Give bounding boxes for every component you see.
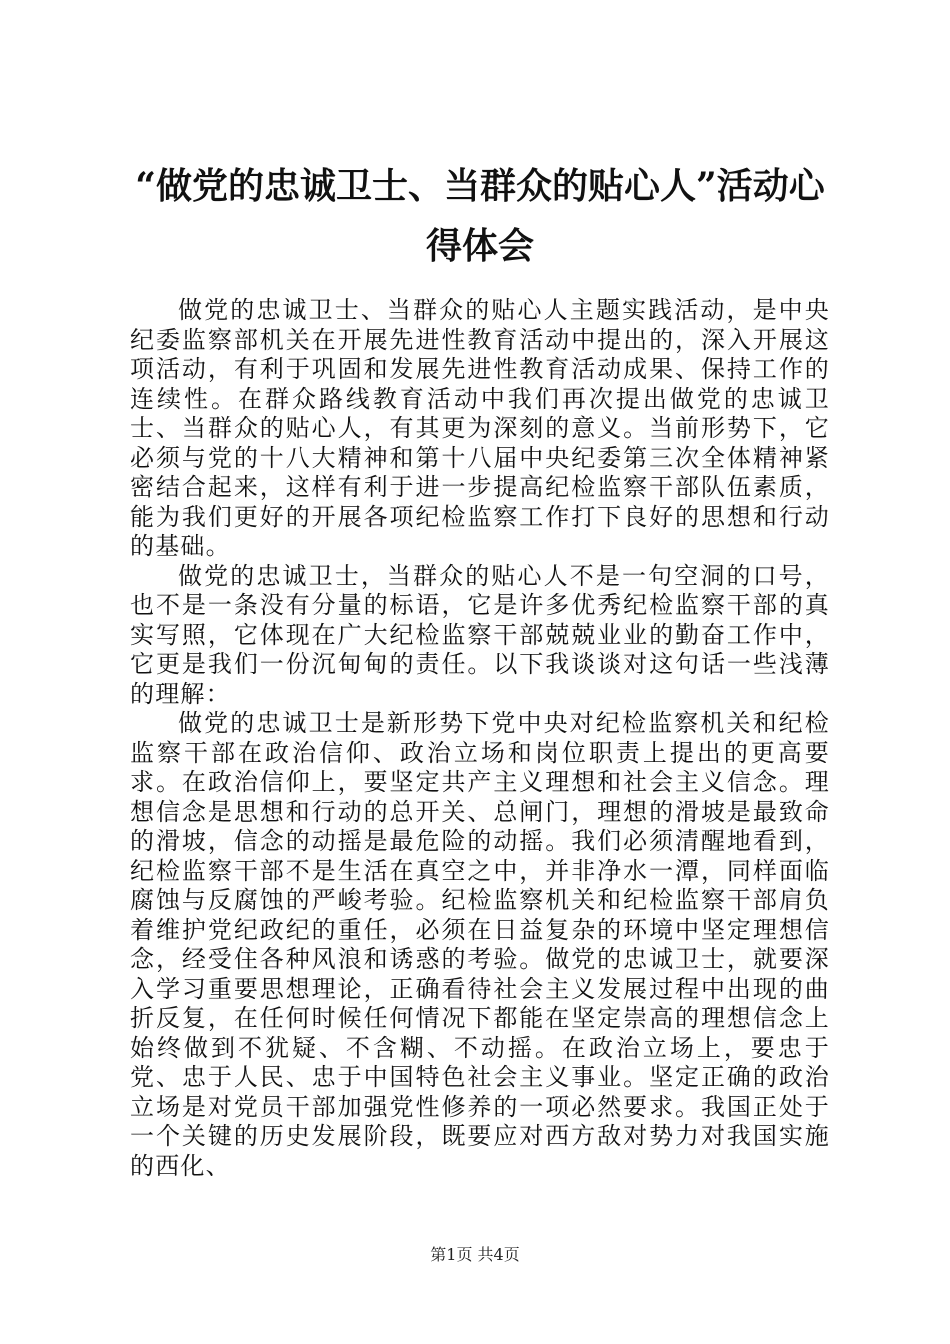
page-footer: 第1页 共4页 <box>430 1245 520 1264</box>
paragraph-2: 做党的忠诚卫士，当群众的贴心人不是一句空洞的口号，也不是一条没有分量的标语，它是许多优秀纪检监察干部的真实写照，它体现在广大纪检监察干部兢兢业业的勤奋工作中，它更是我们一份沉甸甸的责任。以下我谈谈对这句话一些浅薄的理解： <box>130 561 830 708</box>
paragraph-3: 做党的忠诚卫士是新形势下党中央对纪检监察机关和纪检监察干部在政治信仰、政治立场和岗位职责上提出的更高要求。在政治信仰上，要坚定共产主义理想和社会主义信念。理想信念是思想和行动的总开关、总闸门，理想的滑坡是最致命的滑坡，信念的动摇是最危险的动摇。我们必须清醒地看到，纪检监察干部不是生活在真空之中，并非净水一潭，同样面临腐蚀与反腐蚀的严峻考验。纪检监察机关和纪检监察干部肩负着维护党纪政纪的重任，必须在日益复杂的环境中坚定理想信念，经受住各种风浪和诱惑的考验。做党的忠诚卫士，就要深入学习重要思想理论，正确看待社会主义发展过程中出现的曲折反复，在任何时候任何情况下都能在坚定崇高的理想信念上始终做到不犹疑、不含糊、不动摇。在政治立场上，要忠于党、忠于人民、忠于中国特色社会主义事业。坚定正确的政治立场是对党员干部加强党性修养的一项必然要求。我国正处于一个关键的历史发展阶段，既要应对西方敌对势力对我国实施的西化、 <box>130 709 830 1180</box>
paragraph-1: 做党的忠诚卫士、当群众的贴心人主题实践活动，是中央纪委监察部机关在开展先进性教育活动中提出的，深入开展这项活动，有利于巩固和发展先进性教育活动成果、保持工作的连续性。在群众路线教育活动中我们再次提出做党的忠诚卫士、当群众的贴心人，有其更为深刻的意义。当前形势下，它必须与党的十八大精神和第十八届中央纪委第三次全体精神紧密结合起来，这样有利于进一步提高纪检监察干部队伍素质，能为我们更好的开展各项纪检监察工作打下良好的思想和行动的基础。 <box>130 296 830 560</box>
document-body <box>130 296 830 1181</box>
document-title-line-2: 得体会 <box>425 225 534 267</box>
document-title-line-1: “做党的忠诚卫士、当群众的贴心人”活动心 <box>135 165 825 207</box>
